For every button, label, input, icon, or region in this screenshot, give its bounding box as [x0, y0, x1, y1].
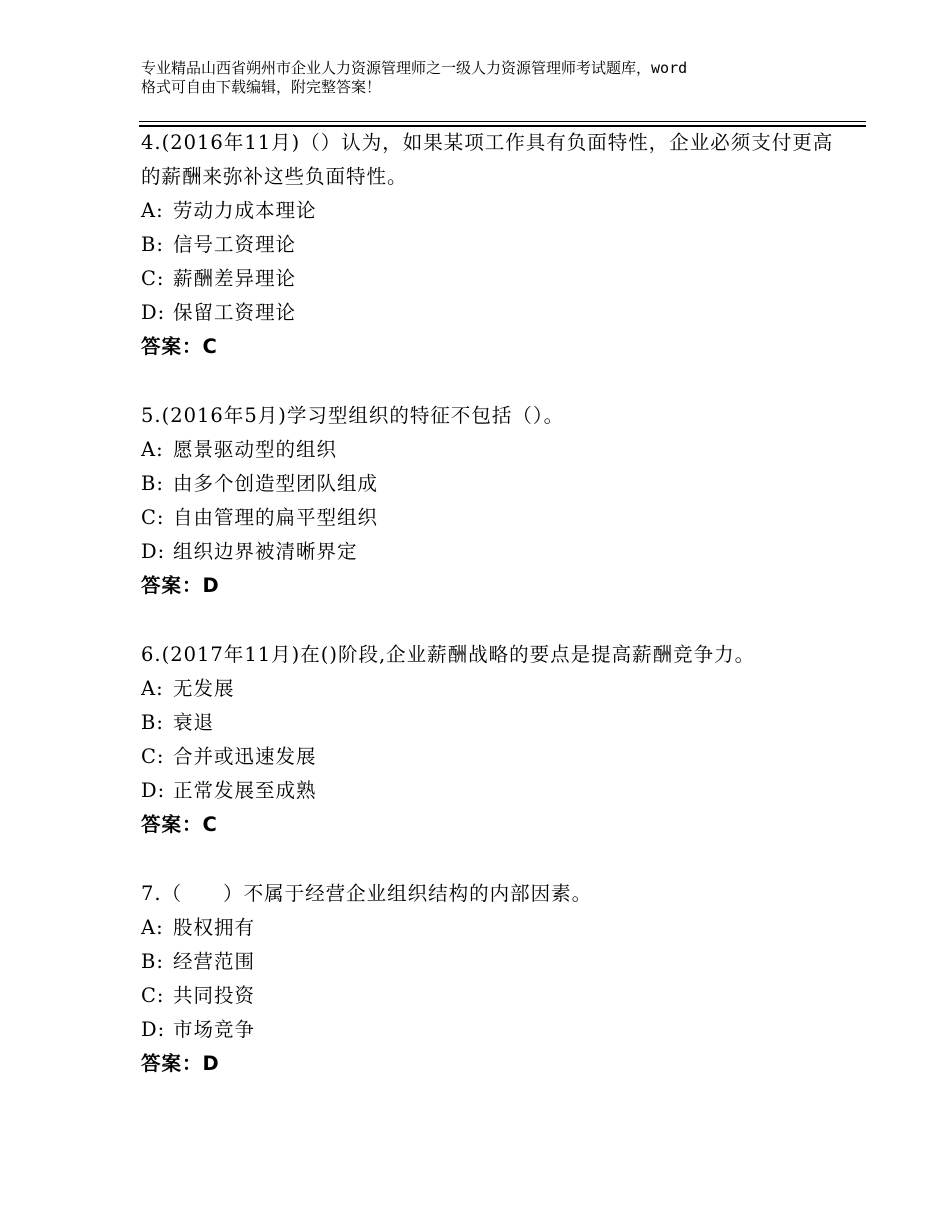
option-key: A:: [141, 916, 164, 939]
question-5: [141, 399, 841, 603]
option-text: 正常发展至成熟: [173, 779, 317, 802]
option-key: D:: [141, 540, 166, 563]
option-text: 劳动力成本理论: [173, 199, 317, 222]
option-d: [141, 1013, 841, 1047]
option-a: [141, 672, 841, 706]
option-key: A:: [141, 199, 164, 222]
option-b: [141, 706, 841, 740]
option-key: A:: [141, 677, 164, 700]
option-a: [141, 433, 841, 467]
answer-label: 答案：C: [141, 335, 218, 358]
option-b: [141, 467, 841, 501]
option-key: C:: [141, 745, 165, 768]
option-d: [141, 535, 841, 569]
header-line-2: 格式可自由下载编辑，附完整答案！: [141, 78, 382, 96]
option-key: C:: [141, 984, 165, 1007]
option-key: D:: [141, 301, 166, 324]
header-line-1: 专业精品山西省朔州市企业人力资源管理师之一级人力资源管理师考试题库，word: [141, 59, 688, 77]
answer-label: 答案：C: [141, 813, 218, 836]
question-6: [141, 638, 841, 842]
option-text: 由多个创造型团队组成: [173, 472, 379, 495]
option-a: [141, 911, 841, 945]
option-key: A:: [141, 438, 164, 461]
option-text: 自由管理的扁平型组织: [173, 506, 379, 529]
option-d: [141, 296, 841, 330]
option-text: 衰退: [173, 711, 215, 734]
header-divider-thin: [139, 121, 866, 122]
option-text: 愿景驱动型的组织: [173, 438, 338, 461]
option-key: B:: [141, 711, 164, 734]
question-stem: 5.(2016年5月)学习型组织的特征不包括（）。: [141, 404, 565, 427]
option-text: 组织边界被清晰界定: [173, 540, 358, 563]
document-header: [141, 59, 841, 97]
option-text: 信号工资理论: [173, 233, 297, 256]
option-key: C:: [141, 506, 165, 529]
question-7: [141, 877, 841, 1081]
option-key: D:: [141, 1018, 166, 1041]
option-key: D:: [141, 779, 166, 802]
option-text: 股权拥有: [173, 916, 256, 939]
option-text: 无发展: [173, 677, 235, 700]
answer-label: 答案：D: [141, 574, 220, 597]
question-stem: 6.(2017年11月)在()阶段,企业薪酬战略的要点是提高薪酬竞争力。: [141, 643, 756, 666]
option-key: B:: [141, 472, 164, 495]
answer-label: 答案：D: [141, 1052, 220, 1075]
option-c: [141, 501, 841, 535]
option-d: [141, 774, 841, 808]
option-b: [141, 945, 841, 979]
question-stem: 4.(2016年11月)（）认为，如果某项工作具有负面特性，企业必须支付更高的薪酬来弥补这些负面特性。: [141, 131, 834, 188]
option-text: 经营范围: [173, 950, 256, 973]
option-b: [141, 228, 841, 262]
option-text: 合并或迅速发展: [173, 745, 317, 768]
option-text: 共同投资: [173, 984, 256, 1007]
option-text: 保留工资理论: [173, 301, 297, 324]
option-key: B:: [141, 233, 164, 256]
option-c: [141, 262, 841, 296]
option-text: 薪酬差异理论: [173, 267, 297, 290]
option-text: 市场竞争: [173, 1018, 256, 1041]
option-key: C:: [141, 267, 165, 290]
question-stem: 7.（ ）不属于经营企业组织结构的内部因素。: [141, 882, 593, 905]
option-c: [141, 979, 841, 1013]
option-a: [141, 194, 841, 228]
option-c: [141, 740, 841, 774]
option-key: B:: [141, 950, 164, 973]
question-4: [141, 126, 841, 364]
